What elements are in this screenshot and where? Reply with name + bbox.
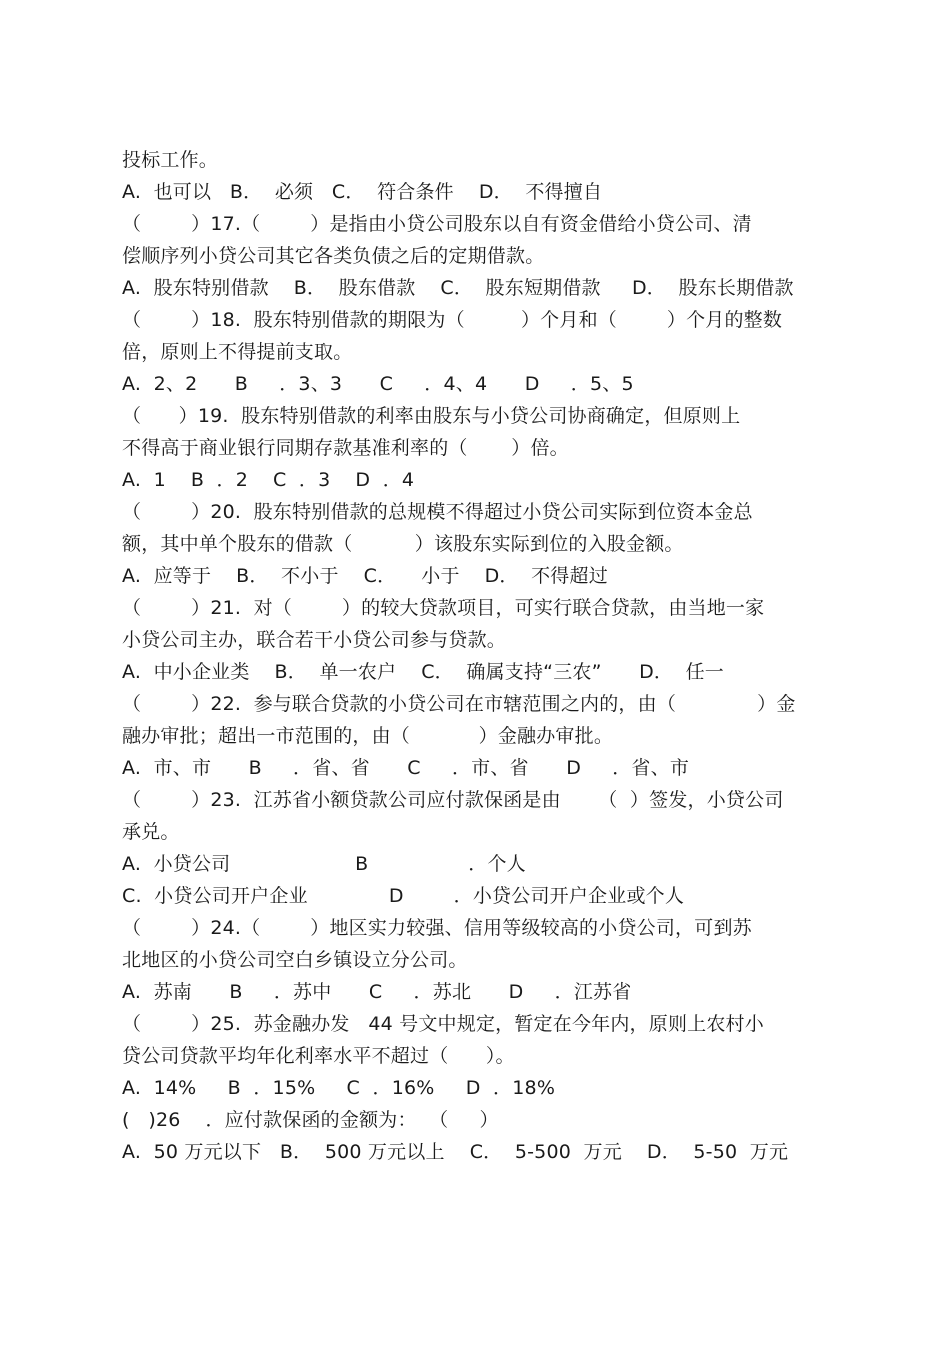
text-line: 额，其中单个股东的借款（ ）该股东实际到位的入股金额。 [122, 533, 684, 555]
text-line: 融办审批；超出一市范围的，由（ ）金融办审批。 [122, 725, 614, 747]
question-25: （ ）25. 苏金融办发 44 号文中规定，暂定在今年内，原则上农村小 [122, 1013, 764, 1035]
text-line: A. 也可以 B． 必须 C． 符合条件 D． 不得擅自 [122, 181, 603, 203]
question-20: （ ）20. 股东特别借款的总规模不得超过小贷公司实际到位资本金总 [122, 501, 753, 523]
text-line: 小贷公司主办，联合若干小贷公司参与贷款。 [122, 629, 507, 651]
text-line: A. 14% B ．15% C ．16% D ．18% [122, 1077, 556, 1099]
text-line: 贷公司贷款平均年化利率水平不超过（ ）。 [122, 1045, 515, 1067]
text-line: C. 小贷公司开户企业 D ．小贷公司开户企业或个人 [122, 885, 685, 907]
text-line: A. 中小企业类 B． 单一农户 C． 确属支持“三农” D． 任一 [122, 661, 724, 683]
text-line: A. 50 万元以下 B． 500 万元以上 C． 5-500 万元 D． 5-50 万元 [122, 1141, 789, 1163]
text-line: A. 1 B ．2 C ．3 D ．4 [122, 469, 415, 491]
text-line: 北地区的小贷公司空白乡镇设立分公司。 [122, 949, 468, 971]
question-24: （ ）24.（ ）地区实力较强、信用等级较高的小贷公司，可到苏 [122, 917, 752, 939]
text-line: A. 苏南 B ．苏中 C ．苏北 D ．江苏省 [122, 981, 632, 1003]
question-26: ( )26 ．应付款保函的金额为： （ ） [122, 1109, 499, 1131]
text-line: 偿顺序列小贷公司其它各类负债之后的定期借款。 [122, 245, 545, 267]
question-23: （ ）23. 江苏省小额贷款公司应付款保函是由 （ ）签发，小贷公司 [122, 789, 784, 811]
question-19: （ ）19. 股东特别借款的利率由股东与小贷公司协商确定，但原则上 [122, 405, 741, 427]
text-line: A. 股东特别借款 B． 股东借款 C． 股东短期借款 D． 股东长期借款 [122, 277, 794, 299]
text-line: A. 市、市 B ．省、省 C ．市、省 D ．省、市 [122, 757, 690, 779]
text-line: A. 2、2 B ．3、3 C ．4、4 D ．5、5 [122, 373, 634, 395]
question-17: （ ）17.（ ）是指由小贷公司股东以自有资金借给小贷公司、清 [122, 213, 752, 235]
text-line: A. 小贷公司 B ．个人 [122, 853, 526, 875]
text-line: 不得高于商业银行同期存款基准利率的（ ）倍。 [122, 437, 569, 459]
question-21: （ ）21. 对（ ）的较大贷款项目，可实行联合贷款，由当地一家 [122, 597, 765, 619]
question-18: （ ）18. 股东特别借款的期限为（ ）个月和（ ）个月的整数 [122, 309, 783, 331]
text-line: 投标工作。 [122, 149, 219, 171]
text-line: 倍，原则上不得提前支取。 [122, 341, 353, 363]
text-line: A. 应等于 B． 不小于 C． 小于 D． 不得超过 [122, 565, 608, 587]
question-22: （ ）22. 参与联合贷款的小贷公司在市辖范围之内的，由（ ）金 [122, 693, 796, 715]
text-line: 承兑。 [122, 821, 180, 843]
